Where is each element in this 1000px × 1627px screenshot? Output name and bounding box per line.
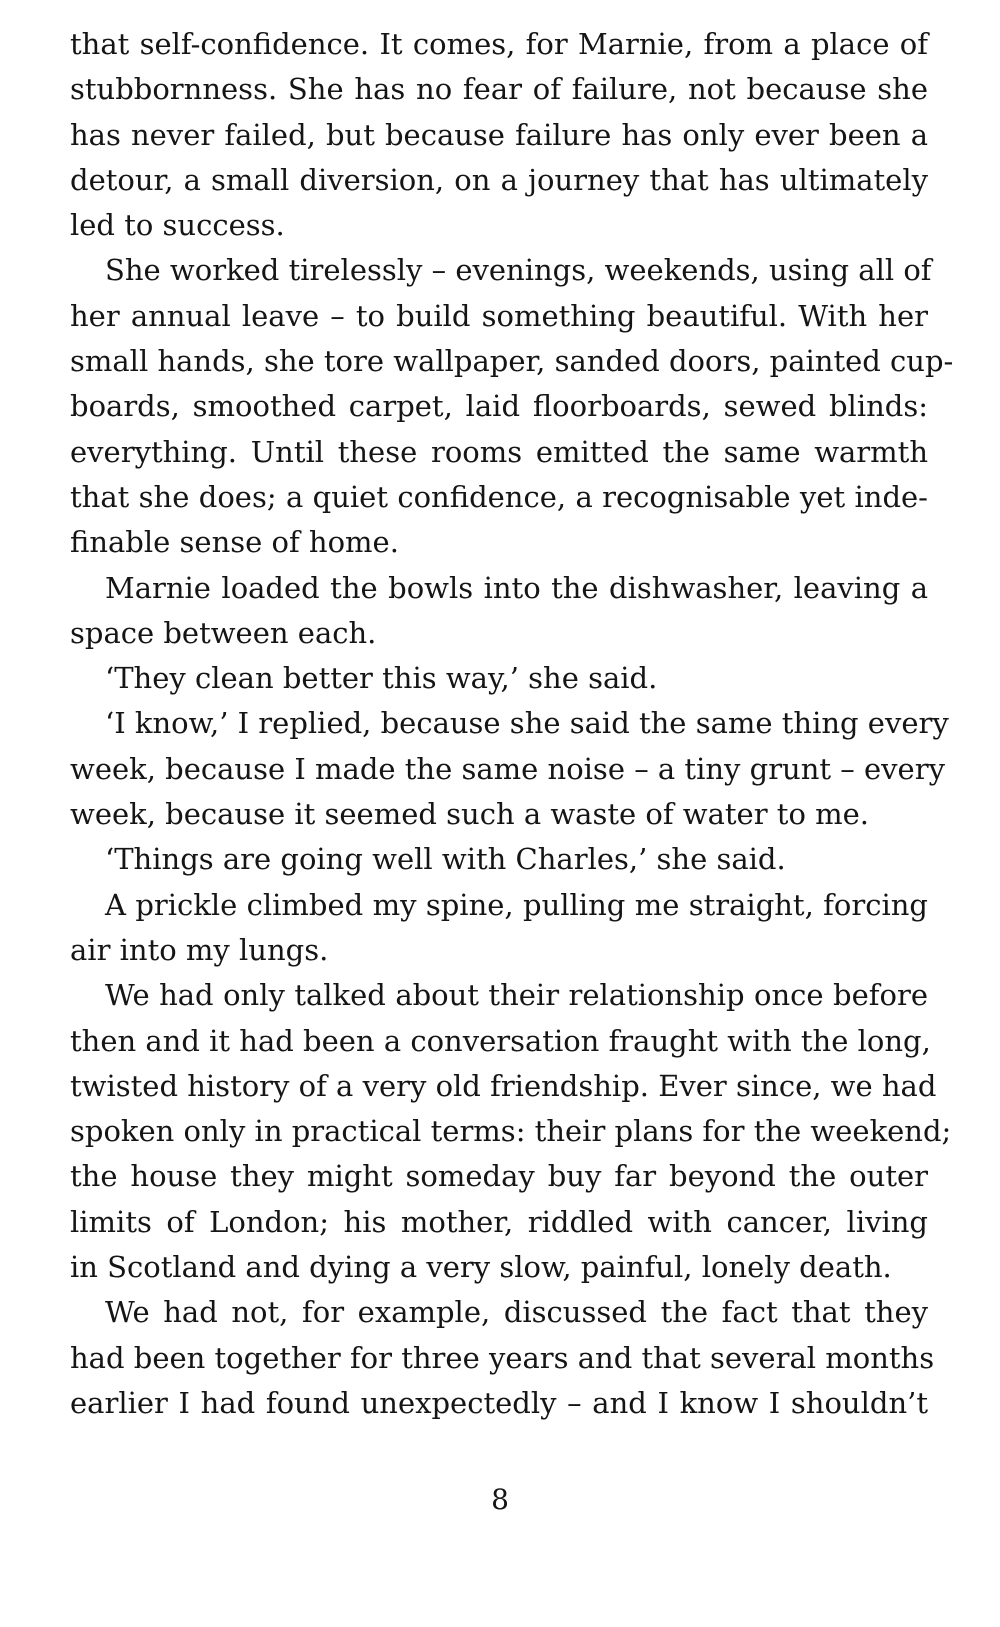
text-line: week, because it seemed such a waste of water to me. <box>70 797 870 832</box>
text-line: had been together for three years and that several months <box>70 1340 935 1375</box>
text-line: We had not, for example, discussed the fact that they <box>105 1295 928 1330</box>
text-line: in Scotland and dying a very slow, painful, lonely death. <box>70 1250 892 1285</box>
text-line: We had only talked about their relationship once before <box>105 978 928 1013</box>
text-line: space between each. <box>70 615 377 650</box>
text-line: finable sense of home. <box>70 525 399 560</box>
text-line: She worked tirelessly – evenings, weekends, using all of <box>105 253 932 288</box>
text-line: ‘They clean better this way,’ she said. <box>105 661 658 696</box>
text-line: ‘I know,’ I replied, because she said the same thing every <box>105 706 949 741</box>
text-line: spoken only in practical terms: their plans for the weekend; <box>70 1114 952 1149</box>
text-line: led to success. <box>70 208 285 243</box>
text-line: stubbornness. She has no fear of failure, not because she <box>70 72 928 107</box>
page-number: 8 <box>491 1483 509 1516</box>
text-line: Marnie loaded the bowls into the dishwasher, leaving a <box>105 570 928 605</box>
text-line: limits of London; his mother, riddled with cancer, living <box>70 1204 928 1239</box>
text-line: earlier I had found unexpectedly – and I know I shouldn’t <box>70 1385 928 1420</box>
text-line: ‘Things are going well with Charles,’ she said. <box>105 842 786 877</box>
text-line: has never failed, but because failure has only ever been a <box>70 117 928 152</box>
text-line: everything. Until these rooms emitted the same warmth <box>70 434 928 469</box>
text-line: her annual leave – to build something beautiful. With her <box>70 298 928 333</box>
text-line: week, because I made the same noise – a tiny grunt – every <box>70 751 945 786</box>
text-line: detour, a small diversion, on a journey that has ultimately <box>70 162 928 197</box>
text-line: small hands, she tore wallpaper, sanded doors, painted cup- <box>70 344 954 379</box>
text-line: air into my lungs. <box>70 932 329 967</box>
text-line: twisted history of a very old friendship. Ever since, we had <box>70 1068 937 1103</box>
text-line: that self-confidence. It comes, for Marnie, from a place of <box>70 27 928 61</box>
text-line: the house they might someday buy far beyond the outer <box>70 1159 928 1194</box>
text-line: boards, smoothed carpet, laid floorboards, sewed blinds: <box>70 389 928 424</box>
text-line: then and it had been a conversation fraught with the long, <box>70 1023 931 1058</box>
body-text <box>70 22 954 1426</box>
text-line: A prickle climbed my spine, pulling me straight, forcing <box>105 887 928 922</box>
text-line: that she does; a quiet confidence, a recognisable yet inde- <box>70 479 928 514</box>
